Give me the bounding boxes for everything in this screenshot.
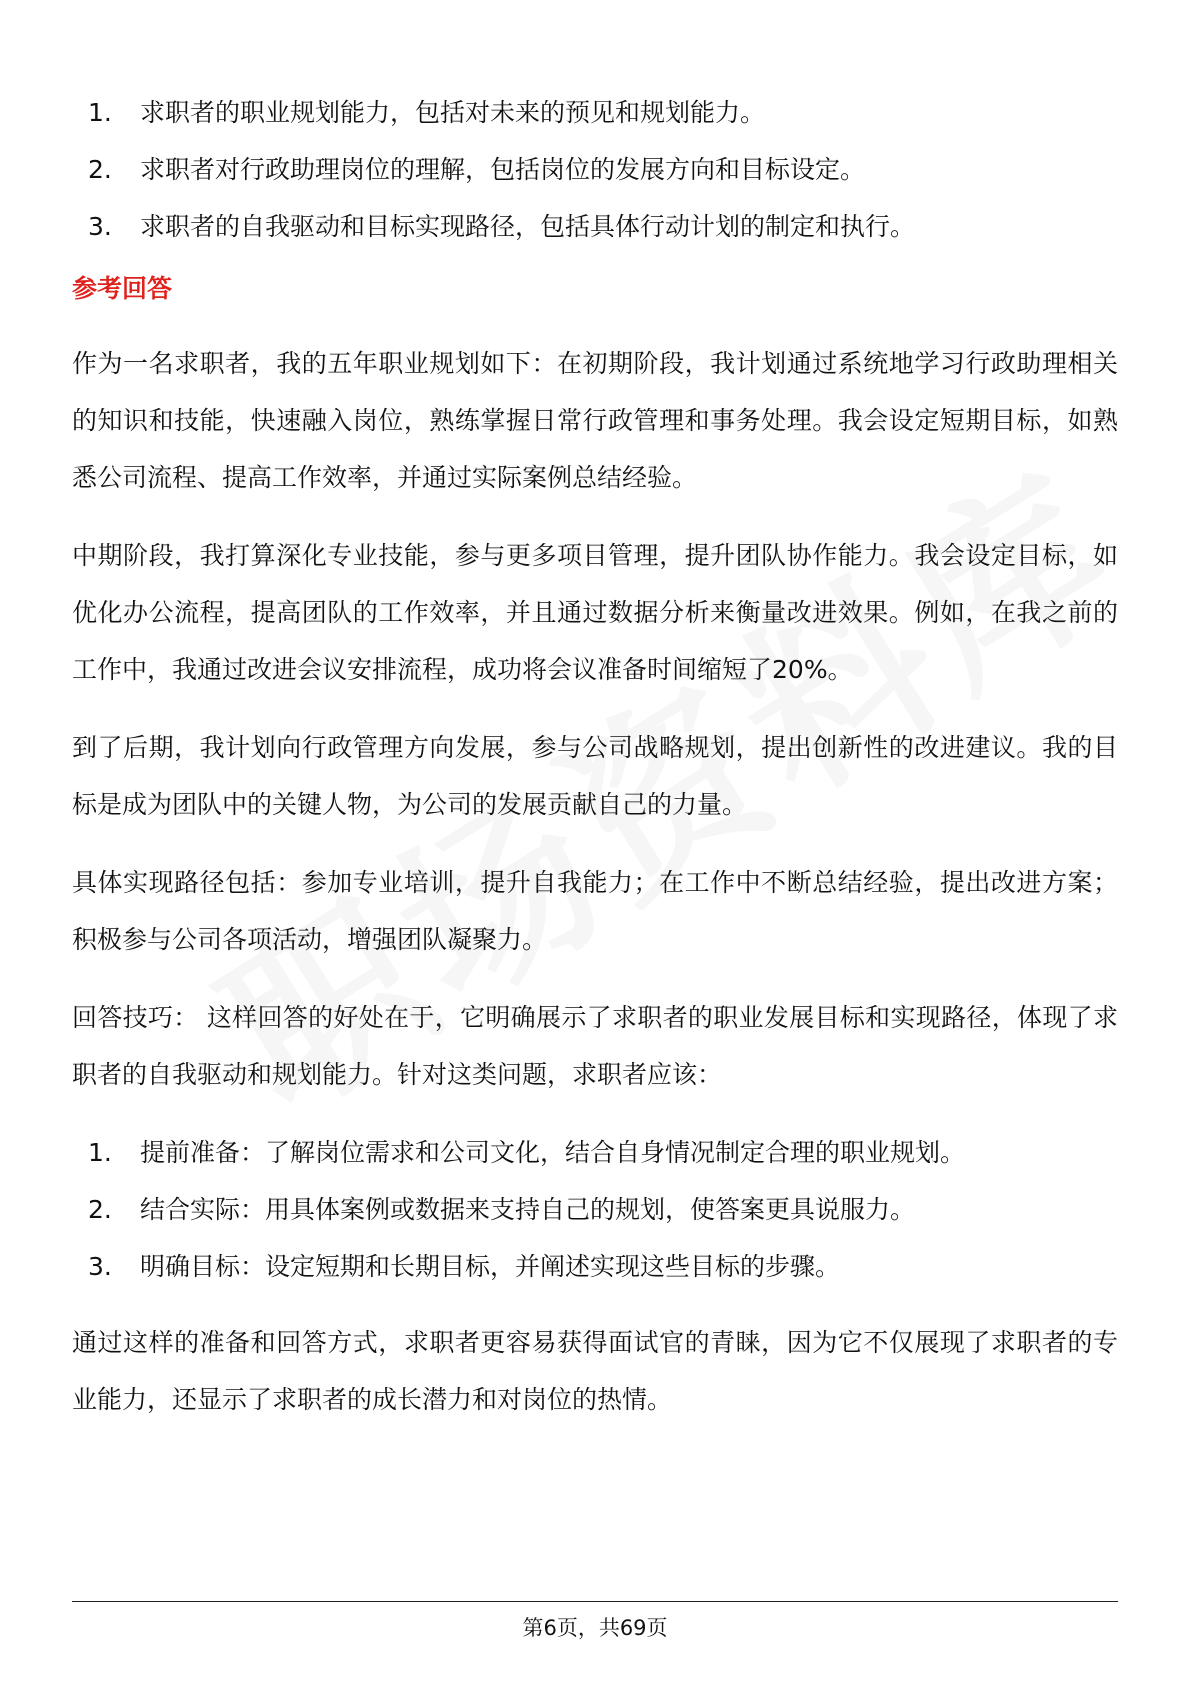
list-number: 1. [88, 98, 112, 127]
list-item [72, 1181, 1118, 1238]
footer-divider [72, 1601, 1118, 1602]
list-item [72, 1124, 1118, 1181]
list-number: 3. [88, 1252, 112, 1281]
paragraph-early-stage: 作为一名求职者，我的五年职业规划如下：在初期阶段，我计划通过系统地学习行政助理相关的知识和技能，快速融入岗位，熟练掌握日常行政管理和事务处理。我会设定短期目标，如熟悉公司流程、提高工作效率，并通过实际案例总结经验。 [72, 349, 1118, 492]
list-item [72, 1238, 1118, 1295]
tips-list [72, 1124, 1118, 1295]
list-item [72, 84, 1118, 141]
list-number: 1. [88, 1138, 112, 1167]
list-item [72, 141, 1118, 198]
list-text: 结合实际：用具体案例或数据来支持自己的规划，使答案更具说服力。 [140, 1195, 916, 1224]
paragraph-late-stage: 到了后期，我计划向行政管理方向发展，参与公司战略规划，提出创新性的改进建议。我的目标是成为团队中的关键人物，为公司的发展贡献自己的力量。 [72, 733, 1118, 819]
list-text: 求职者的职业规划能力，包括对未来的预见和规划能力。 [140, 98, 766, 127]
list-text: 求职者对行政助理岗位的理解，包括岗位的发展方向和目标设定。 [140, 155, 866, 184]
paragraph-path: 具体实现路径包括：参加专业培训，提升自我能力；在工作中不断总结经验，提出改进方案；积极参与公司各项活动，增强团队凝聚力。 [72, 868, 1118, 954]
list-item [72, 198, 1118, 255]
list-text: 明确目标：设定短期和长期目标，并阐述实现这些目标的步骤。 [140, 1252, 841, 1281]
list-text: 提前准备：了解岗位需求和公司文化，结合自身情况制定合理的职业规划。 [140, 1138, 966, 1167]
list-number: 3. [88, 212, 112, 241]
answer-heading: 参考回答 [72, 274, 173, 303]
list-number: 2. [88, 155, 112, 184]
list-text: 求职者的自我驱动和目标实现路径，包括具体行动计划的制定和执行。 [140, 212, 916, 241]
intro-list [72, 84, 1118, 255]
document-page [72, 84, 1118, 1449]
closing-paragraph: 通过这样的准备和回答方式，求职者更容易获得面试官的青睐，因为它不仅展现了求职者的专业能力，还显示了求职者的成长潜力和对岗位的热情。 [72, 1328, 1118, 1414]
page-number: 第6页，共69页 [522, 1616, 668, 1640]
paragraph-tips-intro: 回答技巧： 这样回答的好处在于，它明确展示了求职者的职业发展目标和实现路径，体现了求职者的自我驱动和规划能力。针对这类问题，求职者应该： [72, 1003, 1118, 1089]
list-number: 2. [88, 1195, 112, 1224]
paragraph-mid-stage: 中期阶段，我打算深化专业技能，参与更多项目管理，提升团队协作能力。我会设定目标，如优化办公流程，提高团队的工作效率，并且通过数据分析来衡量改进效果。例如，在我之前的工作中，我通过改进会议安排流程，成功将会议准备时间缩短了20%。 [72, 541, 1118, 684]
